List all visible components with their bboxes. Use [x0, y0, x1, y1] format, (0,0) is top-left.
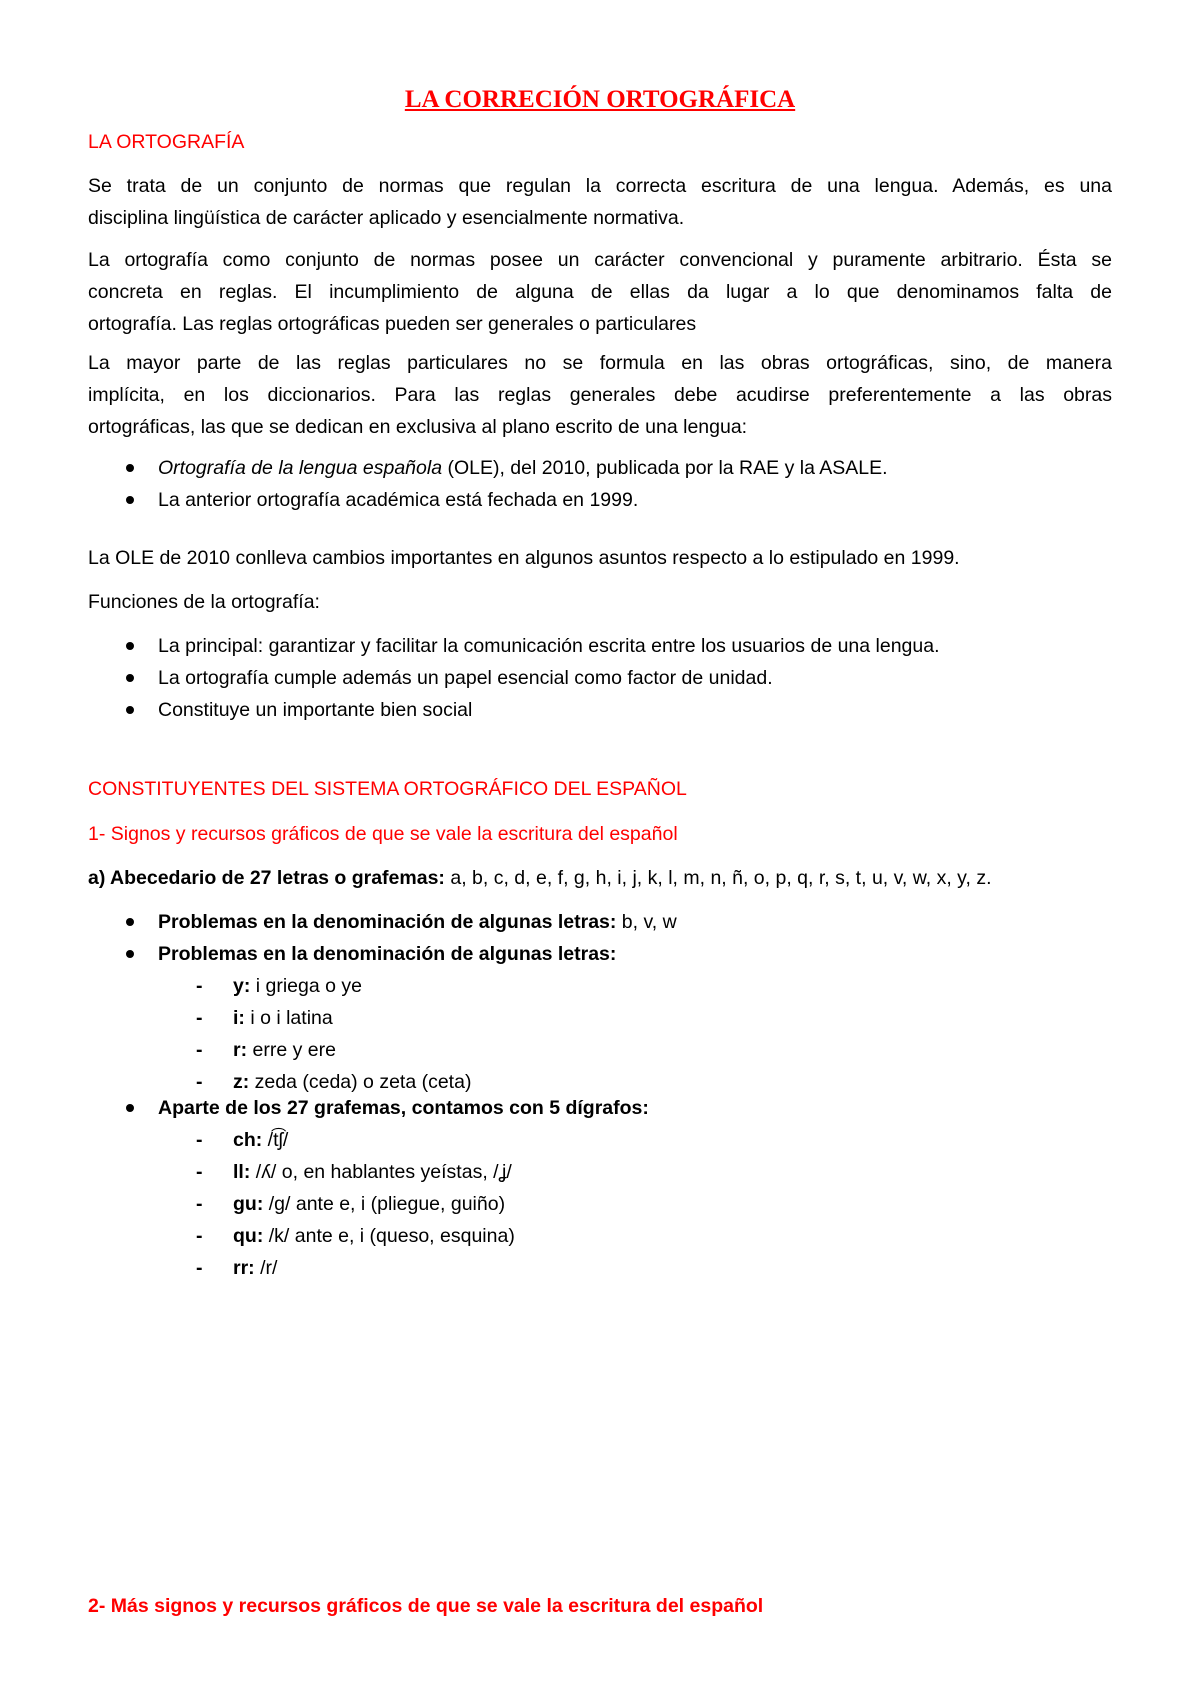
paragraph-rules	[88, 347, 1112, 443]
sub-list-item	[88, 1156, 1112, 1188]
bullet-icon	[126, 464, 134, 472]
sub-list-item	[88, 1124, 1112, 1156]
list-item	[88, 906, 1112, 938]
digraph-value: /g/ ante e, i (pliegue, guiño)	[263, 1193, 506, 1215]
letter-name: erre y ere	[247, 1039, 336, 1061]
dash-icon: -	[196, 1161, 203, 1183]
list-item	[88, 452, 1112, 484]
alphabet-label: a) Abecedario de 27 letras o grafemas:	[88, 867, 445, 889]
sub-list-item	[88, 1188, 1112, 1220]
dash-icon: -	[196, 1007, 203, 1029]
list-item-label: Aparte de los 27 grafemas, contamos con 5 dígrafos:	[158, 1097, 649, 1119]
letter-name: i griega o ye	[250, 975, 362, 997]
letter-key: y:	[233, 975, 251, 997]
letter-key: r:	[233, 1039, 248, 1061]
bullet-icon	[126, 642, 134, 650]
digraph-value: /k/ ante e, i (queso, esquina)	[263, 1225, 515, 1247]
paragraph-line: implícita, en los diccionarios. Para las reglas generales debe acudirse preferentemente a las obras	[88, 384, 1112, 406]
digraph-key: ch:	[233, 1129, 263, 1151]
paragraph-line: Se trata de un conjunto de normas que regulan la correcta escritura de una lengua. Además, es una	[88, 175, 1112, 197]
paragraph-line: ortografía. Las reglas ortográficas pueden ser generales o particulares	[88, 313, 697, 335]
sub-list-item	[88, 1252, 1112, 1284]
paragraph-ole-changes: La OLE de 2010 conlleva cambios importantes en algunos asuntos respecto a lo estipulado en 1999.	[88, 547, 960, 569]
digraph-key: gu:	[233, 1193, 264, 1215]
page-title: LA CORRECIÓN ORTOGRÁFICA	[404, 86, 796, 113]
list-item-text: La principal: garantizar y facilitar la comunicación escrita entre los usuarios de una lengua.	[158, 635, 940, 657]
section-heading-ortografia: LA ORTOGRAFÍA	[88, 131, 245, 153]
digraph-value: /t͡ʃ/	[262, 1129, 289, 1151]
dash-icon: -	[196, 1071, 203, 1093]
sub-list-item	[88, 970, 1112, 1002]
digraph-value: /ʎ/ o, en hablantes yeístas, /ʝ/	[250, 1161, 512, 1183]
bullet-icon	[126, 918, 134, 926]
works-list	[88, 452, 1112, 516]
alphabet-letters: a, b, c, d, e, f, g, h, i, j, k, l, m, n, ñ, o, p, q, r, s, t, u, v, w, x, y, z.	[444, 867, 992, 889]
paragraph-line: La mayor parte de las reglas particulares no se formula en las obras ortográficas, sino, de manera	[88, 352, 1112, 374]
dash-icon: -	[196, 975, 203, 997]
letter-key: z:	[233, 1071, 250, 1093]
list-item-text: La ortografía cumple además un papel esencial como factor de unidad.	[158, 667, 773, 689]
sub-list-item	[88, 1220, 1112, 1252]
list-item-label: Problemas en la denominación de algunas letras:	[158, 911, 617, 933]
digraph-key: rr:	[233, 1257, 255, 1279]
digraph-value: /r/	[254, 1257, 278, 1279]
letter-name: zeda (ceda) o zeta (ceta)	[249, 1071, 472, 1093]
paragraph-conventional	[88, 244, 1112, 340]
bullet-icon	[126, 496, 134, 504]
list-item	[88, 662, 1112, 694]
section-heading-constituyentes: CONSTITUYENTES DEL SISTEMA ORTOGRÁFICO DEL ESPAÑOL	[88, 778, 687, 800]
paragraph-line: La ortografía como conjunto de normas posee un carácter convencional y puramente arbitrario. Ésta se	[88, 249, 1112, 271]
sub-list-item	[88, 1034, 1112, 1066]
list-item-text: b, v, w	[616, 911, 677, 933]
list-item-text: Constituye un importante bien social	[158, 699, 473, 721]
list-item-text: (OLE), del 2010, publicada por la RAE y la ASALE.	[442, 457, 888, 479]
dash-icon: -	[196, 1129, 203, 1151]
book-title: Ortografía de la lengua española	[158, 457, 443, 479]
digraph-key: ll:	[233, 1161, 251, 1183]
functions-list	[88, 630, 1112, 726]
paragraph-line: concreta en reglas. El incumplimiento de alguna de ellas da lugar a lo que denominamos falta de	[88, 281, 1112, 303]
list-item	[88, 938, 1112, 970]
subheading-signos: 1- Signos y recursos gráficos de que se vale la escritura del español	[88, 823, 678, 845]
list-item-label: Problemas en la denominación de algunas letras:	[158, 943, 617, 965]
paragraph-definition	[88, 170, 1112, 234]
dash-icon: -	[196, 1039, 203, 1061]
bullet-icon	[126, 950, 134, 958]
sub-list-item	[88, 1002, 1112, 1034]
alphabet-line	[88, 862, 1112, 894]
paragraph-line: ortográficas, las que se dedican en exclusiva al plano escrito de una lengua:	[88, 416, 748, 438]
bullet-icon	[126, 706, 134, 714]
dash-icon: -	[196, 1193, 203, 1215]
list-item-text: La anterior ortografía académica está fechada en 1999.	[158, 489, 639, 511]
digraphs-list	[88, 1092, 1112, 1284]
letter-key: i:	[233, 1007, 245, 1029]
list-item	[88, 630, 1112, 662]
list-item	[88, 1092, 1112, 1124]
digraph-key: qu:	[233, 1225, 264, 1247]
list-item	[88, 694, 1112, 726]
letter-name: i o i latina	[244, 1007, 333, 1029]
functions-heading: Funciones de la ortografía:	[88, 591, 320, 613]
dash-icon: -	[196, 1257, 203, 1279]
subheading-mas-signos: 2- Más signos y recursos gráficos de que se vale la escritura del español	[88, 1595, 764, 1617]
bullet-icon	[126, 674, 134, 682]
list-item	[88, 484, 1112, 516]
bullet-icon	[126, 1104, 134, 1112]
letters-problems-list	[88, 906, 1112, 1098]
paragraph-line: disciplina lingüística de carácter aplicado y esencialmente normativa.	[88, 207, 685, 229]
dash-icon: -	[196, 1225, 203, 1247]
